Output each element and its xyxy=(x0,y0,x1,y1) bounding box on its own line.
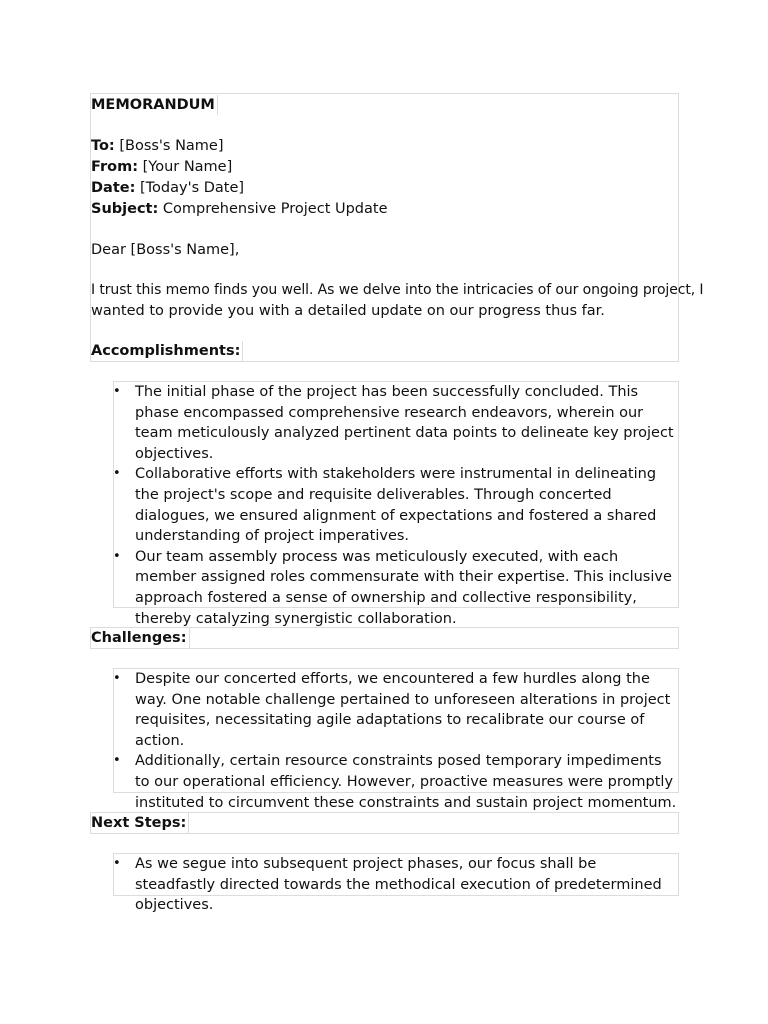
challenges-heading-block xyxy=(90,627,679,649)
date-value: [Today's Date] xyxy=(135,180,245,196)
subject-line xyxy=(91,199,388,220)
challenges-list-block xyxy=(113,668,679,811)
to-value: [Boss's Name] xyxy=(114,138,224,154)
memo-header-block xyxy=(90,93,704,362)
accomplishments-list-block xyxy=(113,381,679,627)
subject-label: Subject: xyxy=(91,201,159,217)
intro-line-2: wanted to provide you with a detailed update on our progress thus far. xyxy=(91,303,605,319)
date-label: Date: xyxy=(91,180,136,196)
from-value: [Your Name] xyxy=(138,159,233,175)
accomplishments-heading: Accomplishments: xyxy=(91,341,243,362)
next-steps-list xyxy=(113,854,679,916)
list-item: • Additionally, certain resource constraints posed temporary impediments to our operational efficiency. However, proactive measures were promptly instituted to circumvent these constraints and sustain project momentum. xyxy=(113,751,679,813)
list-item: • Our team assembly process was meticulously executed, with each member assigned roles commensurate with their expertise. This inclusive approach fostered a sense of ownership and collective responsibility, thereby catalyzing synergistic collaboration. xyxy=(113,547,679,629)
next-steps-heading-block xyxy=(90,812,679,834)
next-steps-list-block xyxy=(113,853,679,914)
subject-value: Comprehensive Project Update xyxy=(158,201,388,217)
list-item: • Collaborative efforts with stakeholders were instrumental in delineating the project's scope and requisite deliverables. Through concerted dialogues, we ensured alignment of expectations and fostered a shared understanding of project imperatives. xyxy=(113,464,679,546)
accomplishments-list xyxy=(113,382,679,629)
intro-line-1: I trust this memo finds you well. As we delve into the intricacies of our ongoing project, I xyxy=(91,282,704,298)
greeting: Dear [Boss's Name], xyxy=(91,242,240,258)
to-line xyxy=(91,136,224,157)
to-label: To: xyxy=(91,138,115,154)
from-label: From: xyxy=(91,159,138,175)
list-item: • The initial phase of the project has been successfully concluded. This phase encompassed comprehensive research endeavors, wherein our team meticulously analyzed pertinent data points to delineate key project objectives. xyxy=(113,382,679,464)
list-item: • As we segue into subsequent project phases, our focus shall be steadfastly directed towards the methodical execution of predetermined objectives. xyxy=(113,854,679,916)
memo-title: MEMORANDUM xyxy=(91,95,218,116)
from-line xyxy=(91,157,232,178)
next-steps-heading: Next Steps: xyxy=(91,813,189,833)
date-line xyxy=(91,178,244,199)
list-item: • Despite our concerted efforts, we encountered a few hurdles along the way. One notable challenge pertained to unforeseen alterations in project requisites, necessitating agile adaptations to recalibrate our course of action. xyxy=(113,669,679,751)
challenges-heading: Challenges: xyxy=(91,628,190,648)
challenges-list xyxy=(113,669,679,813)
